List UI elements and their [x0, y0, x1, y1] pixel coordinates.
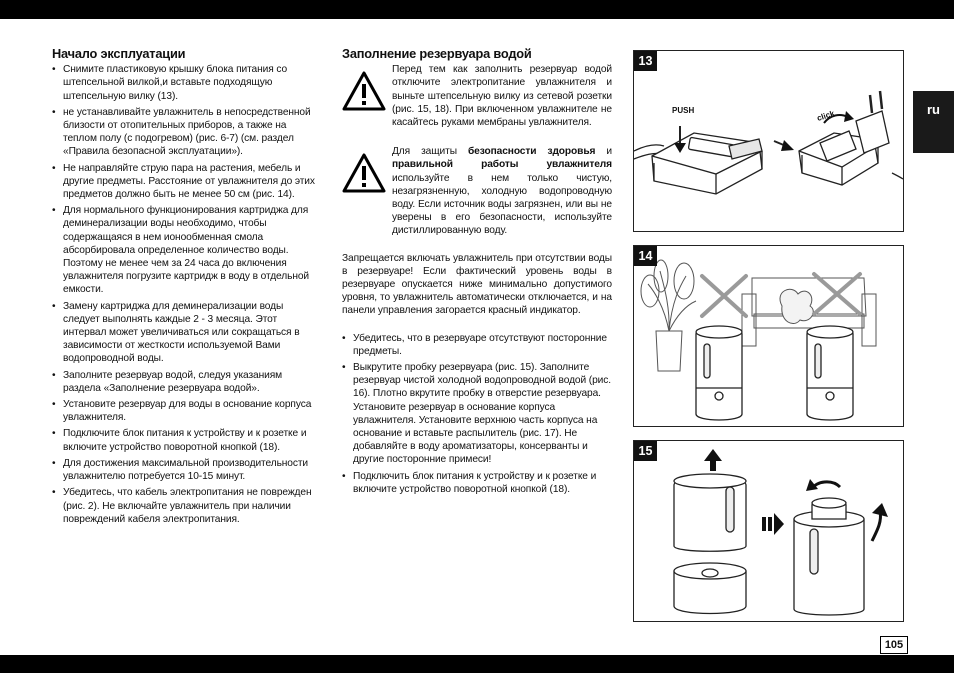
list-item: • Подключить блок питания к устройству и к розетке и включите устройство поворотной кнопкой (18).: [342, 470, 612, 496]
warning-triangle-icon: [342, 71, 386, 111]
list-item: • Убедитесь, что кабель электропитания не поврежден (рис. 2). Не включайте увлажнитель при наличии повреждений кабеля электропитания.: [52, 486, 316, 526]
power-adapter-illustration: [634, 51, 903, 231]
list-item: • Подключите блок питания к устройству и к розетке и включите устройство поворотной кнопкой (18).: [52, 427, 316, 453]
warning-2-mid: и: [606, 146, 613, 158]
middle-column: [342, 47, 612, 499]
figure-number: 14: [634, 246, 657, 266]
bottom-bar: [0, 655, 954, 673]
list-item: • Заполните резервуар водой, следуя указаниям раздела «Заполнение резервуара водой».: [52, 369, 316, 395]
warning-2-bold-2: правильной работы увлажнителя: [392, 159, 612, 171]
warning-1-text: Перед тем как заполнить резервуар водой отключите электропитание увлажнителя и выньте штепсельную вилку из сетевой розетки (рис. 15, 18). При включенном увлажнителе не касайтесь руками мембраны увлажнителя.: [392, 64, 612, 129]
page-number: 105: [880, 636, 908, 654]
placement-illustration: [634, 246, 903, 426]
figure-number: 13: [634, 51, 657, 71]
push-label: PUSH: [672, 106, 695, 115]
list-item: • не устанавливайте увлажнитель в непосредственной близости от отопительных приборов, а также на теплом полу (с подогревом) (рис. 6-7) (см. раздел «Правила безопасной эксплуатации»).: [52, 106, 316, 159]
left-heading: Начало эксплуатации: [52, 46, 186, 61]
click-label: click: [815, 108, 836, 123]
language-tab: ru: [913, 91, 954, 153]
warning-2-post: используйте в нем только чистую, незагрязненную, холодную водопроводную воду. Если источник воды загрязнен, или вы не уверены в его безопасности, используйте дистиллированную воду.: [392, 172, 612, 237]
list-item: • Для нормального функционирования картриджа для деминерализации воды необходимо, чтобы содержащаяся в нем ионообменная смола абсорбировала определенное количество воды. Поэтому не менее чем за 24 часа до включения увлажнителя погрузите картридж в воду в отдельной емкости.: [52, 204, 316, 296]
figure-13: [633, 50, 904, 232]
warning-block-1: [342, 63, 612, 129]
list-item: • Не направляйте струю пара на растения, мебель и другие предметы. Расстояние от увлажнителя до этих предметов должно быть не менее 50 см (рис. 14).: [52, 162, 316, 202]
middle-heading: Заполнение резервуара водой: [342, 46, 532, 61]
list-item: • Установите резервуар для воды в основание корпуса увлажнителя.: [52, 398, 316, 424]
figure-number: 15: [634, 441, 657, 461]
list-item: • Для достижения максимальной производительности увлажнителю потребуется 10-15 минут.: [52, 457, 316, 483]
left-bullet-list: [52, 63, 316, 526]
tank-removal-illustration: [634, 441, 903, 621]
list-item: • Выкрутите пробку резервуара (рис. 15). Заполните резервуар чистой холодной водопроводной водой (рис. 16). Плотно вкрутите пробку в отверстие резервуара. Установите резервуар в основание корпуса увлажнителя. Установите верхнюю часть корпуса на основание и вставьте распылитель (рис. 17). Не добавляйте в воду ароматизаторы, консерванты и другие посторонние примеси!: [342, 361, 612, 467]
list-item: • Снимите пластиковую крышку блока питания со штепсельной вилкой,и вставьте подходящую штепсельную вилку (13).: [52, 63, 316, 103]
top-bar: [0, 0, 954, 19]
warning-2-pre: Для защиты: [392, 146, 457, 158]
figure-15: [633, 440, 904, 622]
list-item: • Замену картриджа для деминерализации воды следует выполнять каждые 2 - 3 месяца. Этот интервал может увеличиваться или сокращаться в зависимости от жесткости используемой Вами водопроводной воды.: [52, 300, 316, 366]
left-column: [52, 47, 316, 529]
list-item: • Убедитесь, что в резервуаре отсутствуют посторонние предметы.: [342, 332, 612, 358]
warning-block-2: [342, 145, 612, 237]
warning-2-bold-1: безопасности здоровья: [467, 146, 596, 158]
middle-bullet-list: [342, 332, 612, 496]
warning-triangle-icon: [342, 153, 386, 193]
water-level-paragraph: Запрещается включать увлажнитель при отсутствии воды в резервуаре! Если фактический уровень воды в резервуаре опускается ниже минимально допустимого уровня, то увлажнитель автоматически отключается, и на панели управления загорается красный индикатор.: [342, 252, 612, 317]
figure-14: [633, 245, 904, 427]
